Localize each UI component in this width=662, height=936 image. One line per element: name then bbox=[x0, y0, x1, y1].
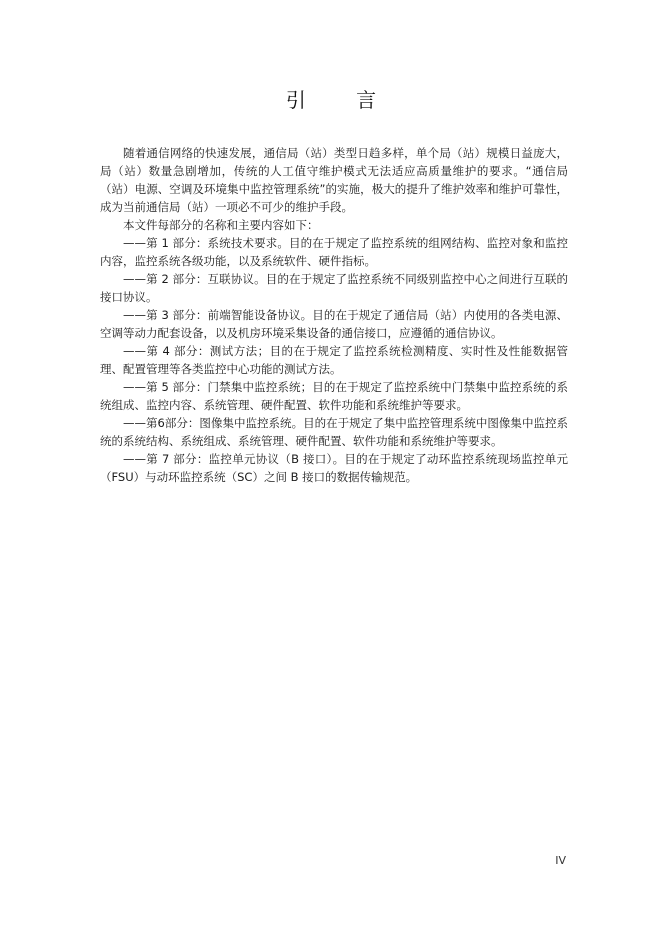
paragraph-part-6: ——第6部分：图像集中监控系统。目的在于规定了集中监控管理系统中图像集中监控系统的系统结构、系统组成、系统管理、硬件配置、软件功能和系统维护等要求。 bbox=[100, 416, 568, 448]
paragraph-part-3: ——第 3 部分：前端智能设备协议。目的在于规定了通信局（站）内使用的各类电源、空调等动力配套设备，以及机房环境采集设备的通信接口，应遵循的通信协议。 bbox=[100, 308, 568, 340]
paragraph-part-2: ——第 2 部分：互联协议。目的在于规定了监控系统不同级别监控中心之间进行互联的接口协议。 bbox=[100, 272, 568, 304]
paragraph-part-1: ——第 1 部分：系统技术要求。目的在于规定了监控系统的组网结构、监控对象和监控内容，监控系统各级功能，以及系统软件、硬件指标。 bbox=[100, 236, 568, 268]
paragraph-intro: 随着通信网络的快速发展，通信局（站）类型日趋多样，单个局（站）规模日益庞大，局（站）数量急剧增加，传统的人工值守维护模式无法适应高质量维护的要求。“通信局（站）电源、空调及环境集中监控管理系统”的实施，极大的提升了维护效率和维护可靠性，成为当前通信局（站）一项必不可少的维护手段。 bbox=[100, 146, 568, 214]
introduction-body bbox=[100, 144, 568, 486]
paragraph-parts-heading: 本文件每部分的名称和主要内容如下： bbox=[123, 218, 319, 232]
paragraph-part-7: ——第 7 部分：监控单元协议（B 接口）。目的在于规定了动环监控系统现场监控单元（FSU）与动环监控系统（SC）之间 B 接口的数据传输规范。 bbox=[100, 452, 568, 484]
footer-watermark bbox=[150, 906, 510, 920]
paragraph-part-5: ——第 5 部分：门禁集中监控系统；目的在于规定了监控系统中门禁集中监控系统的系统组成、监控内容、系统管理、硬件配置、软件功能和系统维护等要求。 bbox=[100, 380, 568, 412]
page-title: 引 言 bbox=[285, 88, 399, 112]
paragraph-part-4: ——第 4 部分：测试方法；目的在于规定了监控系统检测精度、实时性及性能数据管理、配置管理等各类监控中心功能的测试方法。 bbox=[100, 344, 568, 376]
page-number: IV bbox=[555, 854, 566, 867]
